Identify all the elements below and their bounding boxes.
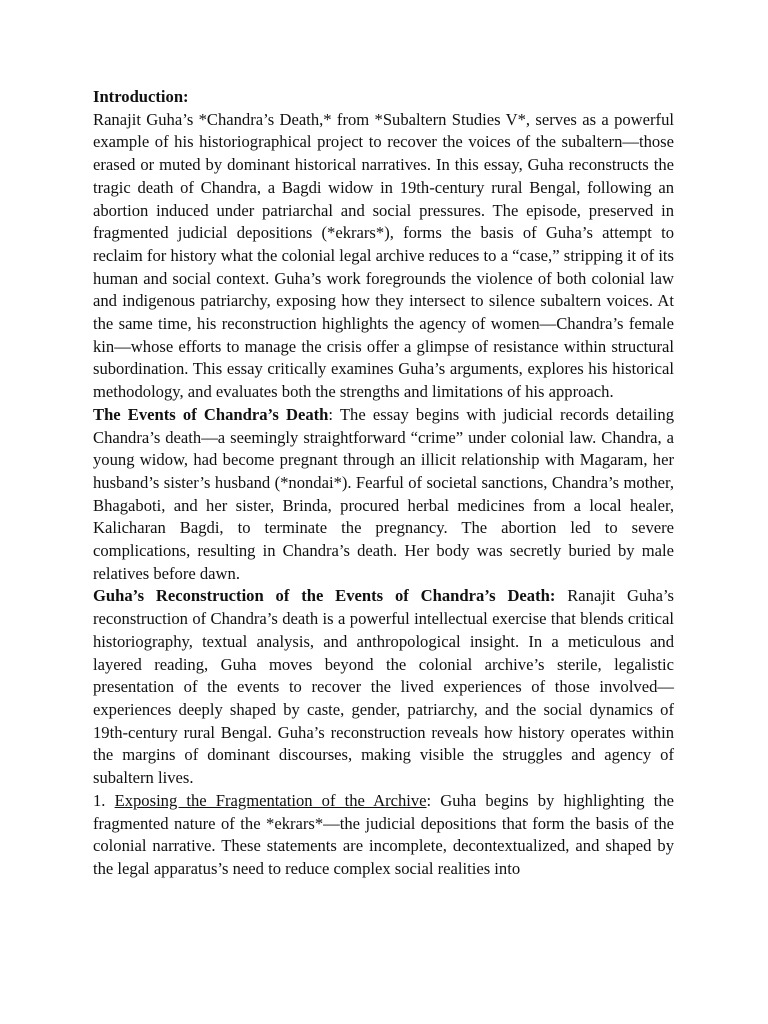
point-1-paragraph [93, 790, 674, 881]
reconstruction-heading: Guha’s Reconstruction of the Events of Chandra’s Death: [93, 586, 556, 606]
reconstruction-paragraph [93, 585, 674, 789]
events-heading: The Events of Chandra’s Death [93, 404, 329, 424]
events-paragraph [93, 404, 674, 586]
document-page [93, 86, 674, 881]
intro-heading: Introduction: [93, 87, 189, 106]
point-1-number: 1. [93, 790, 115, 810]
events-text: : The essay begins with judicial records detailing Chandra’s death—a seemingly straightforward “crime” under colonial law. Chandra, a young widow, had become pregnant through an illicit relationship with Magaram, her husband’s sister’s husband (*nondai*). Fearful of societal sanctions, Chandra’s mother, Bhagaboti, and her sister, Brinda, procured herbal medicines from a local healer, Kalicharan Bagdi, to terminate the pregnancy. The abortion led to severe complications, resulting in Chandra’s death. Her body was secretly buried by male relatives before dawn. [93, 404, 674, 583]
point-1-heading: Exposing the Fragmentation of the Archive [114, 790, 427, 810]
point-1-text: : Guha begins by highlighting the fragmented nature of the *ekrars*—the judicial depositions that form the basis of the colonial narrative. These statements are incomplete, decontextualized, and shaped by the legal apparatus’s need to reduce complex social realities into [93, 790, 674, 878]
intro-paragraph: Ranajit Guha’s *Chandra’s Death,* from *Subaltern Studies V*, serves as a powerful example of his historiographical project to recover the voices of the subaltern—those erased or muted by dominant historical narratives. In this essay, Guha reconstructs the tragic death of Chandra, a Bagdi widow in 19th-century rural Bengal, following an abortion induced under patriarchal and social pressures. The episode, preserved in fragmented judicial depositions (*ekrars*), forms the basis of Guha’s attempt to reclaim for history what the colonial legal archive reduces to a “case,” stripping it of its human and social context. Guha’s work foregrounds the violence of both colonial law and indigenous patriarchy, exposing how they intersect to silence subaltern voices. At the same time, his reconstruction highlights the agency of women—Chandra’s female kin—whose efforts to manage the crisis offer a glimpse of resistance within structural subordination. This essay critically examines Guha’s arguments, explores his historical methodology, and evaluates both the strengths and limitations of his approach. [93, 109, 674, 402]
reconstruction-text: Ranajit Guha’s reconstruction of Chandra’s death is a powerful intellectual exercise that blends critical historiography, textual analysis, and anthropological insight. In a meticulous and layered reading, Guha moves beyond the colonial archive’s sterile, legalistic presentation of the events to recover the lived experiences of those involved—experiences deeply shaped by caste, gender, patriarchy, and the social dynamics of 19th-century rural Bengal. Guha’s reconstruction reveals how history operates within the margins of dominant discourses, making visible the struggles and agency of subaltern lives. [93, 586, 675, 788]
